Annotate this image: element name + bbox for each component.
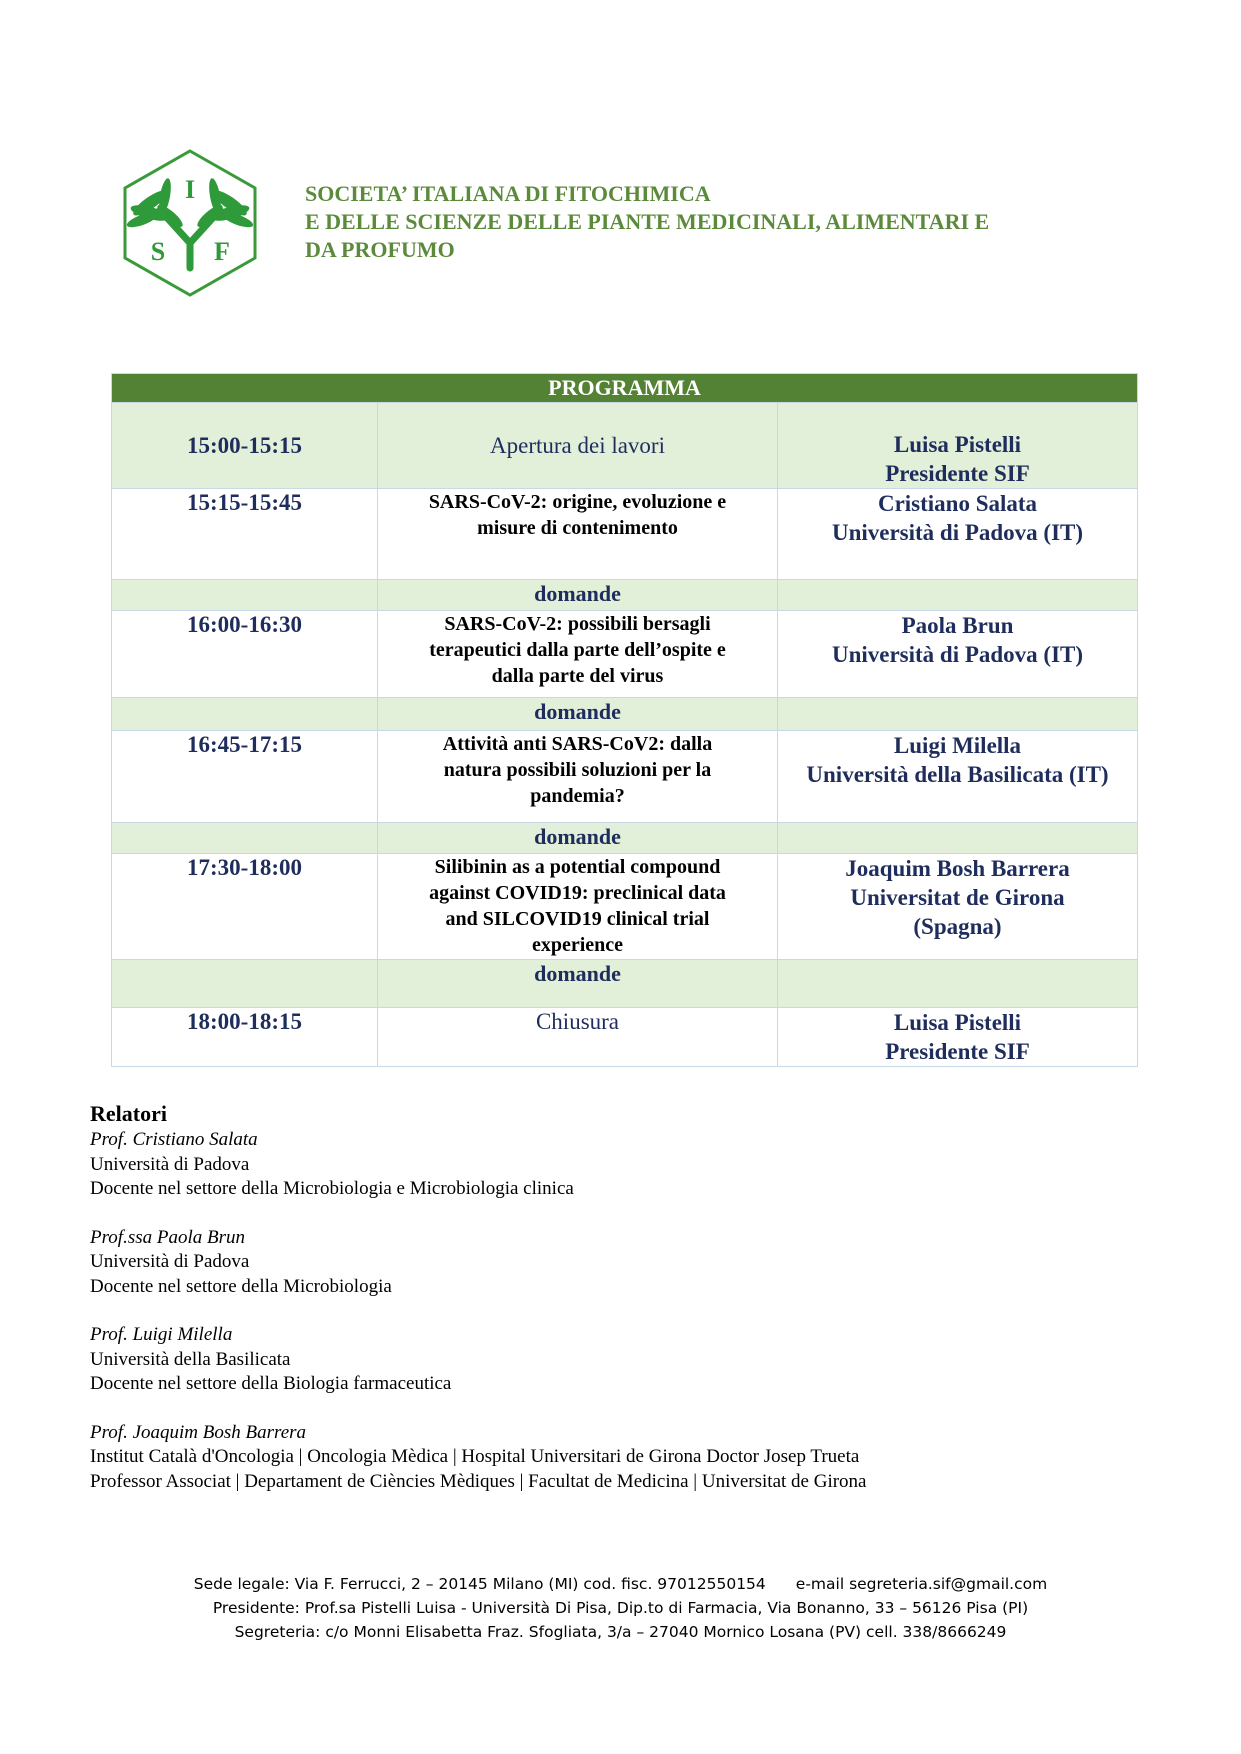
speaker-affiliation: Università di Padova (IT)	[831, 520, 1084, 545]
org-line: E DELLE SCIENZE DELLE PIANTE MEDICINALI, ALIMENTARI E	[305, 209, 990, 234]
speaker-bio-name: Prof. Cristiano Salata	[90, 1129, 258, 1150]
table-row	[112, 731, 1138, 823]
speaker-cell	[778, 1008, 1138, 1067]
footer	[0, 1572, 1241, 1644]
speaker-cell	[778, 854, 1138, 960]
speaker-name: Luisa Pistelli	[893, 1010, 1022, 1035]
speaker-cell	[778, 489, 1138, 580]
speaker-affiliation: Universitat de Girona	[850, 885, 1065, 910]
questions-label: domande	[378, 823, 778, 854]
talk-line: SARS-CoV-2: origine, evoluzione e	[428, 491, 727, 513]
time-cell: 15:00-15:15	[112, 403, 378, 489]
questions-row	[112, 823, 1138, 854]
speaker-bio-line: Docente nel settore della Biologia farmaceutica	[90, 1373, 452, 1394]
talk-cell	[378, 489, 778, 580]
table-row	[112, 489, 1138, 580]
talk-line: natura possibili soluzioni per la	[443, 759, 712, 781]
talk-line: pandemia?	[530, 785, 625, 807]
speaker-affiliation: Presidente SIF	[885, 1039, 1030, 1064]
time-cell: 15:15-15:45	[112, 489, 378, 580]
org-line: DA PROFUMO	[305, 237, 455, 262]
speakers-section	[90, 1100, 1190, 1518]
letterhead	[120, 148, 1130, 298]
speaker-bio-name: Prof. Luigi Milella	[90, 1324, 233, 1345]
speaker-country: (Spagna)	[913, 914, 1002, 939]
footer-email[interactable]: e-mail segreteria.sif@gmail.com	[795, 1575, 1048, 1593]
talk-line: terapeutici dalla parte dell’ospite e	[429, 639, 726, 661]
questions-row	[112, 580, 1138, 611]
talk-line: against COVID19: preclinical data	[429, 882, 726, 904]
speaker-name: Cristiano Salata	[877, 491, 1038, 516]
speaker-bio	[90, 1323, 1190, 1397]
speaker-cell	[778, 731, 1138, 823]
speaker-affiliation: Università della Basilicata (IT)	[806, 762, 1109, 787]
time-cell: 16:00-16:30	[112, 611, 378, 698]
speaker-bio-line: Docente nel settore della Microbiologia e Microbiologia clinica	[90, 1178, 574, 1199]
speakers-heading: Relatori	[90, 1101, 167, 1126]
talk-cell	[378, 731, 778, 823]
speaker-bio-name: Prof.ssa Paola Brun	[90, 1226, 245, 1248]
speaker-bio	[90, 1226, 1190, 1300]
table-row	[112, 611, 1138, 698]
speaker-bio-line: Università di Padova	[90, 1153, 250, 1175]
logo-letter-f: F	[214, 237, 230, 266]
program-title-row	[112, 374, 1138, 403]
speaker-affiliation: Presidente SIF	[885, 461, 1030, 486]
speaker-bio-line: Università della Basilicata	[90, 1348, 291, 1370]
speaker-bio-line: Università di Padova	[90, 1251, 250, 1272]
speaker-bio	[90, 1128, 1190, 1202]
talk-line: SARS-CoV-2: possibili bersagli	[444, 613, 711, 635]
time-cell: 16:45-17:15	[112, 731, 378, 823]
org-line: SOCIETA’ ITALIANA DI FITOCHIMICA	[305, 181, 711, 206]
speaker-bio-line: Docente nel settore della Microbiologia	[90, 1275, 392, 1297]
time-cell: 17:30-18:00	[112, 854, 378, 960]
talk-line: experience	[531, 934, 624, 956]
talk-line: and SILCOVID19 clinical trial	[445, 908, 710, 930]
questions-label: domande	[378, 580, 778, 611]
speaker-name: Luisa Pistelli	[893, 432, 1022, 457]
footer-line: Segreteria: c/o Monni Elisabetta Fraz. Sfogliata, 3/a – 27040 Mornico Losana (PV) cell. 338/8666249	[234, 1623, 1007, 1641]
talk-line: misure di contenimento	[477, 517, 678, 539]
speaker-cell	[778, 403, 1138, 489]
sif-logo	[120, 148, 260, 298]
logo-letter-i: I	[184, 175, 196, 204]
speaker-name: Luigi Milella	[893, 733, 1022, 758]
talk-cell	[378, 854, 778, 960]
talk-cell	[378, 403, 778, 489]
speaker-bio-line: Institut Català d'Oncologia | Oncologia Mèdica | Hospital Universitari de Girona Doctor Josep Trueta	[90, 1446, 860, 1467]
talk-line: Silibinin as a potential compound	[434, 856, 721, 878]
speaker-name: Paola Brun	[901, 613, 1014, 638]
logo-letter-s: S	[150, 237, 166, 266]
questions-row	[112, 960, 1138, 1008]
speaker-cell	[778, 611, 1138, 698]
talk-line: Chiusura	[535, 1009, 620, 1034]
table-row	[112, 1008, 1138, 1067]
speaker-affiliation: Università di Padova (IT)	[831, 642, 1084, 667]
talk-line: Attività anti SARS-CoV2: dalla	[442, 733, 713, 755]
table-row	[112, 854, 1138, 960]
time-cell: 18:00-18:15	[112, 1008, 378, 1067]
questions-label: domande	[378, 698, 778, 731]
table-row	[112, 403, 1138, 489]
speaker-bio	[90, 1421, 1190, 1495]
speaker-bio-name: Prof. Joaquim Bosh Barrera	[90, 1421, 307, 1443]
questions-row	[112, 698, 1138, 731]
footer-line: Presidente: Prof.sa Pistelli Luisa - Università Di Pisa, Dip.to di Farmacia, Via Bonanno, 33 – 56126 Pisa (PI)	[212, 1599, 1029, 1617]
organization-name	[305, 180, 989, 264]
program-title: PROGRAMMA	[112, 374, 1138, 403]
footer-line	[0, 1572, 1241, 1596]
talk-line: Apertura dei lavori	[490, 432, 665, 458]
program-table	[111, 373, 1138, 1067]
speaker-name: Joaquim Bosh Barrera	[845, 856, 1070, 881]
footer-legal-address: Sede legale: Via F. Ferrucci, 2 – 20145 Milano (MI) cod. fisc. 97012550154	[193, 1575, 766, 1593]
talk-line: dalla parte del virus	[491, 665, 664, 687]
talk-cell	[378, 611, 778, 698]
questions-label: domande	[378, 960, 778, 1008]
speaker-bio-line: Professor Associat | Departament de Ciències Mèdiques | Facultat de Medicina | Universitat de Girona	[90, 1470, 867, 1492]
talk-cell	[378, 1008, 778, 1067]
